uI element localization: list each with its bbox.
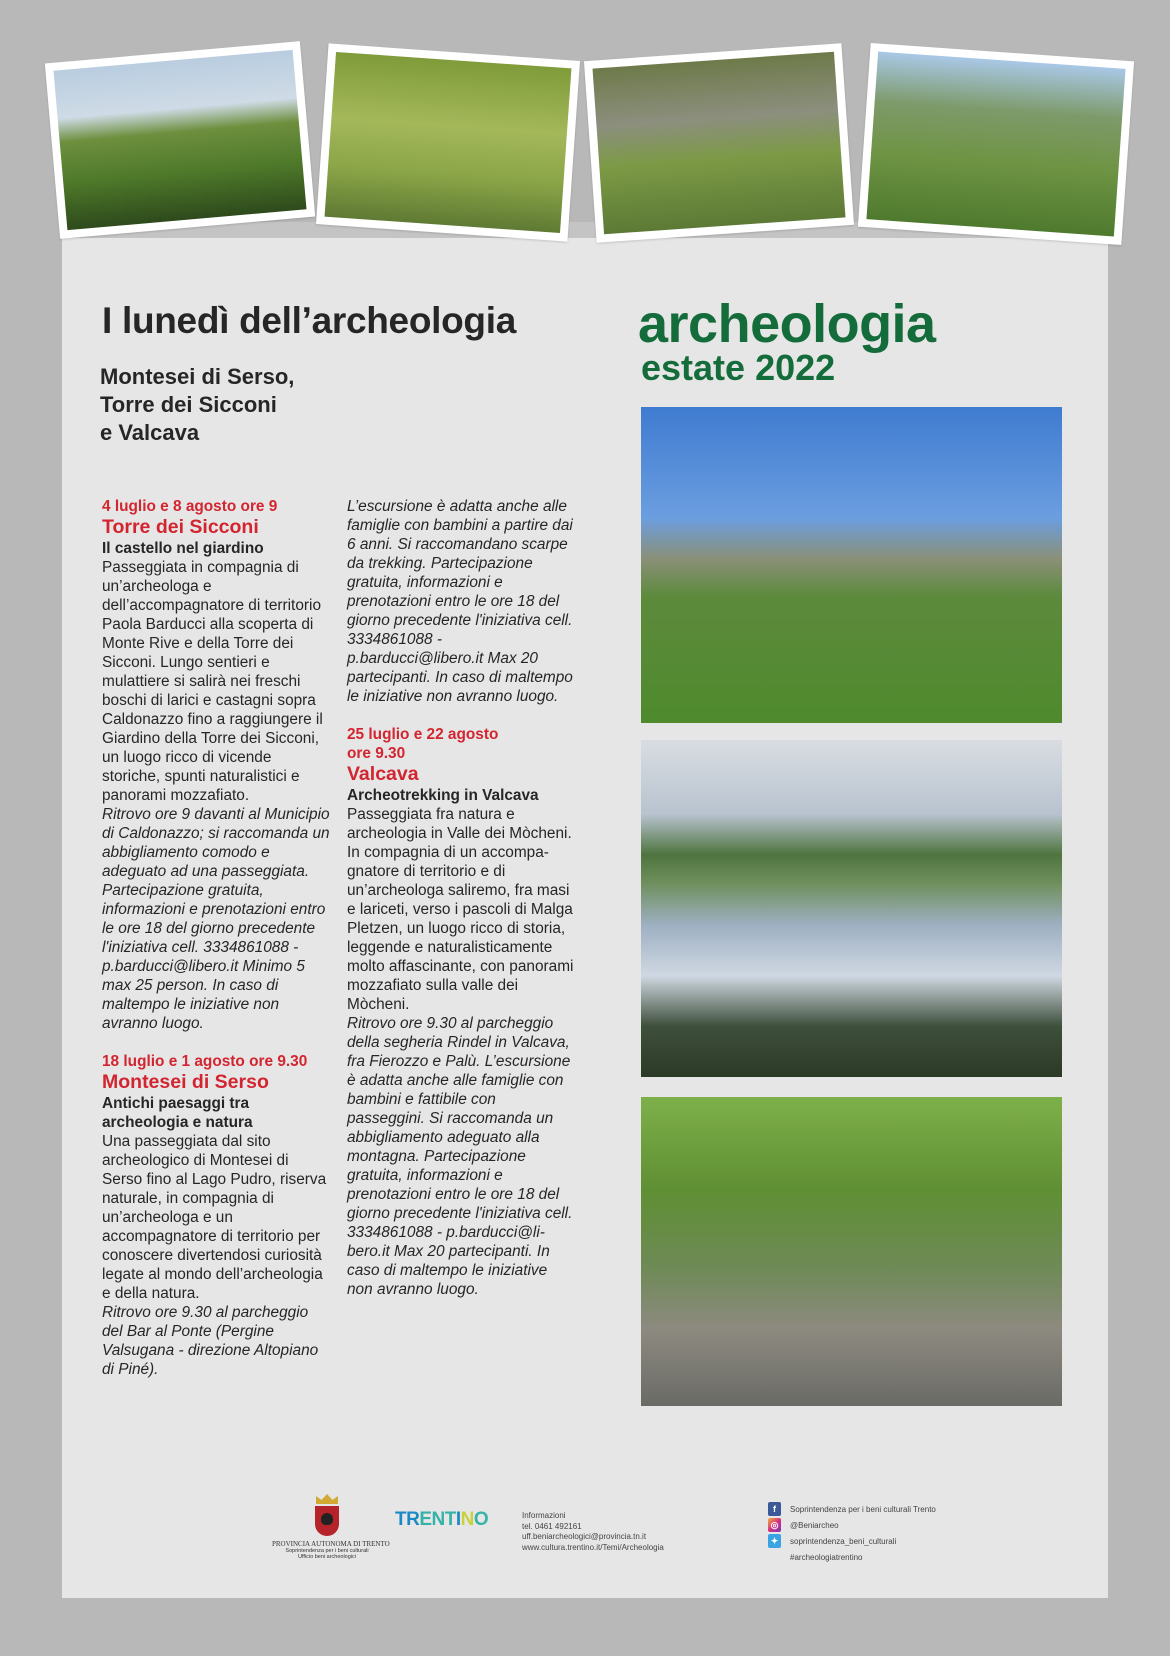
emblem-line-1: PROVINCIA AUTONOMA DI TRENTO [272, 1540, 390, 1548]
info-heading: Informazioni [522, 1511, 566, 1520]
photo-hikers [641, 1097, 1062, 1406]
event-subtitle: Il castello nel giardino [102, 540, 264, 557]
subtitle-line: Montesei di Serso, [100, 364, 295, 389]
event-description: Passeggiata fra natura e archeologia in Valle dei Mòcheni. [347, 806, 572, 842]
photo-children-group [641, 407, 1062, 723]
header-photo-1 [45, 41, 315, 239]
header-photo-4 [858, 43, 1134, 245]
emblem-line-3: Ufficio beni archeologici [298, 1554, 356, 1560]
event-montesei-di-serso [102, 1052, 332, 1379]
emblem-line-2: Soprintendenza per i beni culturali [285, 1548, 369, 1554]
social-text: soprintendenza_beni_culturali [790, 1536, 897, 1546]
social-twitter[interactable] [768, 1533, 936, 1549]
event-description: Una passeggiata dal sito archeologico di Montesei di Serso fino al Lago Pudro, riserva naturale, in compagnia di un’archeologa e un accompagnatore di territorio per conoscere divertendosi curiosità legate al mondo dell’archeologia e della natura. [102, 1133, 327, 1302]
trentino-logo: TRENTINO [395, 1509, 489, 1530]
crown-icon [316, 1494, 338, 1504]
photo-lake [641, 740, 1062, 1077]
event-notes-continued: L’escursione è adatta anche alle famiglie con bambini a partire dai 6 anni. Si raccomandano scarpe da trekking. Partecipazione gratuita, informazioni e prenotazioni entro le ore 18 del giorno precedente l'iniziativa cell. 3334861088 - p.barducci@libero.it Max 20 partecipanti. In caso di maltempo le iniziative non avranno luogo. [347, 498, 573, 705]
page-subtitle [100, 363, 294, 447]
social-facebook[interactable] [768, 1501, 936, 1517]
header-photo-2 [316, 43, 580, 241]
event-subtitle: Antichi paesaggi tra archeologia e natura [102, 1095, 253, 1131]
event-valcava [347, 725, 577, 1299]
event-subtitle: Archeotrekking in Valcava [347, 787, 539, 804]
social-text: #archeologiatrentino [790, 1552, 863, 1562]
social-instagram[interactable] [768, 1517, 936, 1533]
subtitle-line: Torre dei Sicconi [100, 392, 277, 417]
social-hashtag [768, 1549, 936, 1565]
social-text: Soprintendenza per i beni culturali Trento [790, 1504, 936, 1514]
subtitle-line: e Valcava [100, 420, 200, 445]
instagram-icon: ◎ [768, 1518, 781, 1532]
info-email[interactable]: uff.beniarcheologici@provincia.tn.it [522, 1532, 647, 1541]
event-date: 25 luglio e 22 agosto ore 9.30 [347, 726, 499, 762]
text-column-2 [347, 497, 577, 1299]
facebook-icon: f [768, 1502, 781, 1516]
header-photo-3 [584, 43, 854, 243]
brand-title: archeologia [638, 294, 936, 354]
event-date: 4 luglio e 8 agosto ore 9 [102, 498, 278, 515]
twitter-icon: ✦ [768, 1534, 781, 1548]
event-notes: Ritrovo ore 9 davanti al Municipio di Caldonazzo; si raccomanda un abbigliamento comodo e adeguato ad una passeggiata. Partecipazione gratuita, informazioni e prenotazioni entro le ore 18 del giorno precedente l'iniziativa cell. 3334861088 - p.barducci@libero.it Minimo 5 max 25 person. In caso di maltempo le iniziative non avranno luogo. [102, 806, 330, 1032]
eagle-shield-icon [315, 1506, 339, 1536]
social-links [768, 1501, 936, 1565]
info-block [522, 1511, 664, 1553]
event-notes: Ritrovo ore 9.30 al parcheggio del Bar al Ponte (Pergine Valsugana - direzione Altopiano di Piné). [102, 1304, 319, 1378]
event-place: Valcava [347, 763, 419, 785]
event-date: 18 luglio e 1 agosto ore 9.30 [102, 1053, 308, 1070]
event-place: Montesei di Serso [102, 1071, 269, 1093]
event-notes: Ritrovo ore 9.30 al parcheggio della segheria Rindel in Valcava, fra Fierozzo e Palù. L’escursione è adatta anche alle famiglie con bambini e fattibile con passeggini. Si raccomanda un abbigliamento adeguato alla montagna. Partecipazione gratuita, informazioni e prenotazioni entro le ore 18 del giorno precedente l'iniziativa cell. 3334861088 - p.barducci@li-bero.it Max 20 partecipanti. In caso di maltempo le iniziative non avranno luogo. [347, 1015, 573, 1298]
social-text: @Beniarcheo [790, 1520, 839, 1530]
info-phone: tel. 0461 492161 [522, 1521, 582, 1531]
event-description-2: In compagnia di un accompa-gnatore di territorio e di un’archeologa saliremo, fra masi e lariceti, verso i pascoli di Malga Pletzen, un luogo ricco di storia, leggende e naturalisticamente molto affascinante, con panorami mozzafiato sulla valle dei Mòcheni. [347, 844, 574, 1013]
provincia-emblem [272, 1494, 390, 1560]
event-description: Passeggiata in compagnia di un’archeologa e dell’accompagnatore di territorio Paola Barducci alla scoperta di Monte Rive e della Torre dei Sicconi. Lungo sentieri e mulattiere si salirà nei freschi boschi di larici e castagni sopra Caldonazzo fino a raggiungere il Giardino della Torre dei Sicconi, un luogo ricco di vicende storiche, spunti naturalistici e panorami mozzafiato. [102, 559, 323, 804]
info-website[interactable]: www.cultura.trentino.it/Temi/Archeologia [522, 1542, 664, 1552]
event-torre-dei-sicconi [102, 497, 332, 1033]
brand-subtitle: estate 2022 [641, 347, 836, 388]
event-place: Torre dei Sicconi [102, 516, 259, 538]
page-title: I lunedì dell’archeologia [102, 300, 516, 341]
text-column-1 [102, 497, 332, 1379]
